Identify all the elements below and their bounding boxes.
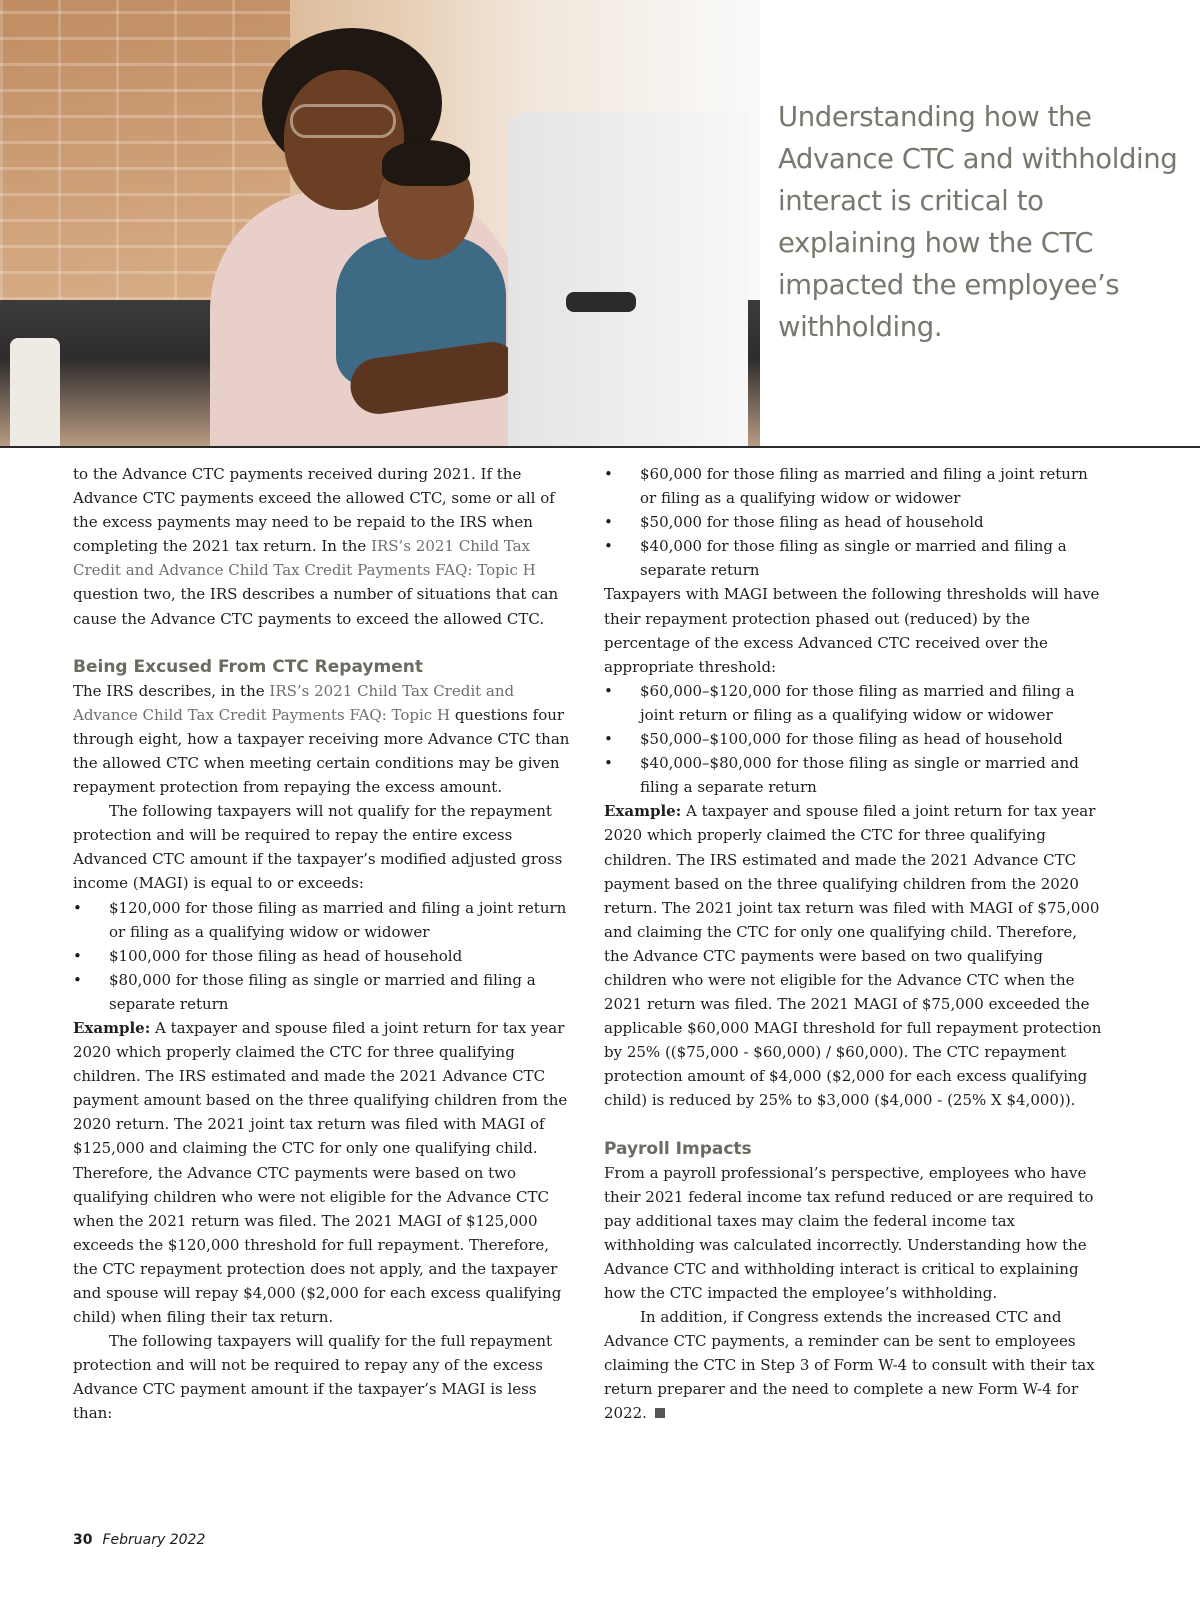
list-item: • $50,000–$100,000 for those filing as head of household	[604, 727, 1104, 751]
section-heading-payroll: Payroll Impacts	[604, 1138, 752, 1159]
list-item: • $40,000–$80,000 for those filing as single or married and filing a separate return	[604, 751, 1104, 799]
example-paragraph: Example: A taxpayer and spouse filed a joint return for tax year 2020 which properly claimed the CTC for three qualifying children. The IRS estimated and made the 2021 Advance CTC payment amount based on the three qualifying children from the 2020 return. The 2021 joint tax return was filed with MAGI of $125,000 and claiming the CTC for only one qualifying child. Therefore, the Advance CTC payments were based on two qualifying children who were not eligible for the Advance CTC when the 2021 return was filed. The 2021 MAGI of $125,000 exceeds the $120,000 threshold for full repayment. Therefore, the CTC repayment protection does not apply, and the taxpayer and spouse will repay $4,000 ($2,000 for each excess qualifying child) when filing their tax return.	[73, 1018, 568, 1327]
threshold-list-no-protection	[73, 896, 573, 1016]
pull-quote: Understanding how the Advance CTC and withholding interact is critical to explaining how the CTC impacted the employee’s withholding.	[778, 101, 1178, 343]
list-item: • $60,000 for those filing as married and filing a joint return or filing as a qualifying widow or widower	[604, 462, 1104, 510]
issue-date: February 2022	[102, 1532, 206, 1548]
page-number: 30	[73, 1532, 93, 1548]
example-paragraph: Example: A taxpayer and spouse filed a joint return for tax year 2020 which properly claimed the CTC for three qualifying children. The IRS estimated and made the 2021 Advance CTC payment based on the three qualifying children from the 2020 return. The 2021 joint tax return was filed with MAGI of $75,000 and claiming the CTC for only one qualifying child. Therefore, the Advance CTC payments were based on two qualifying children who were not eligible for the Advance CTC when the 2021 return was filed. The 2021 MAGI of $75,000 exceeded the applicable $60,000 MAGI threshold for full repayment protection by 25% (($75,000 - $60,000) / $60,000). The CTC repayment protection amount of $4,000 ($2,000 for each excess qualifying child) is reduced by 25% to $3,000 ($4,000 - (25% X $4,000)).	[604, 802, 1102, 1110]
left-column	[73, 462, 573, 1426]
intro-paragraph: to the Advance CTC payments received during 2021. If the Advance CTC payments exceed the allowed CTC, some or all of the excess payments may need to be repaid to the IRS when completing the 2021 tax return. In the IRS’s 2021 Child Tax Credit and Advance Child Tax Credit Payments FAQ: Topic H question two, the IRS describes a number of situations that can cause the Advance CTC payments to exceed the allowed CTC.	[73, 465, 559, 628]
body-paragraph: The following taxpayers will not qualify for the repayment protection and will be required to repay the entire excess Advanced CTC amount if the taxpayer’s modified adjusted gross income (MAGI) is equal to or exceeds:	[73, 802, 563, 893]
body-paragraph: The IRS describes, in the IRS’s 2021 Child Tax Credit and Advance Child Tax Credit Payments FAQ: Topic H questions four through eight, how a taxpayer receiving more Advance CTC than the allowed CTC when meeting certain conditions may be given repayment protection from repaying the excess amount.	[73, 681, 570, 797]
body-paragraph: The following taxpayers will qualify for the full repayment protection and will not be required to repay any of the excess Advance CTC payment amount if the taxpayer’s MAGI is less than:	[73, 1332, 553, 1423]
body-paragraph: From a payroll professional’s perspective, employees who have their 2021 federal income tax refund reduced or are required to pay additional taxes may claim the federal income tax withholding was calculated incorrectly. Understanding how the Advance CTC and withholding interact is critical to explaining how the CTC impacted the employee’s withholding.	[604, 1163, 1094, 1302]
page-footer	[73, 1532, 205, 1548]
list-item: • $120,000 for those filing as married and filing a joint return or filing as a qualifying widow or widower	[73, 896, 573, 944]
list-item: • $50,000 for those filing as head of household	[604, 510, 1104, 534]
hero-banner	[0, 0, 1200, 448]
faq-link-topic-h[interactable]: IRS’s 2021 Child Tax Credit and Advance Child Tax Credit Payments FAQ: Topic H	[73, 537, 536, 580]
end-of-article-square-icon	[655, 1408, 665, 1418]
hero-photo	[0, 0, 760, 446]
list-item: • $80,000 for those filing as single or married and filing a separate return	[73, 968, 573, 1016]
closing-paragraph: In addition, if Congress extends the increased CTC and Advance CTC payments, a reminder can be sent to employees claiming the CTC in Step 3 of Form W-4 to consult with their tax return preparer and the need to complete a new Form W-4 for 2022.	[604, 1308, 1095, 1423]
list-item: • $60,000–$120,000 for those filing as married and filing a joint return or filing as a qualifying widow or widower	[604, 679, 1104, 727]
threshold-list-full-protection	[604, 462, 1104, 582]
threshold-list-phaseout	[604, 679, 1104, 799]
section-heading-repayment: Being Excused From CTC Repayment	[73, 656, 423, 677]
body-paragraph: Taxpayers with MAGI between the following thresholds will have their repayment protection phased out (reduced) by the percentage of the excess Advanced CTC received over the appropriate threshold:	[604, 585, 1100, 676]
example-label: Example:	[604, 802, 682, 821]
laptop	[508, 112, 748, 446]
right-column	[604, 462, 1104, 1426]
list-item: • $40,000 for those filing as single or married and filing a separate return	[604, 534, 1104, 582]
list-item: • $100,000 for those filing as head of household	[73, 944, 573, 968]
example-label: Example:	[73, 1018, 151, 1037]
faq-link-topic-h-2[interactable]: IRS’s 2021 Child Tax Credit and Advance Child Tax Credit Payments FAQ: Topic H	[73, 681, 515, 724]
